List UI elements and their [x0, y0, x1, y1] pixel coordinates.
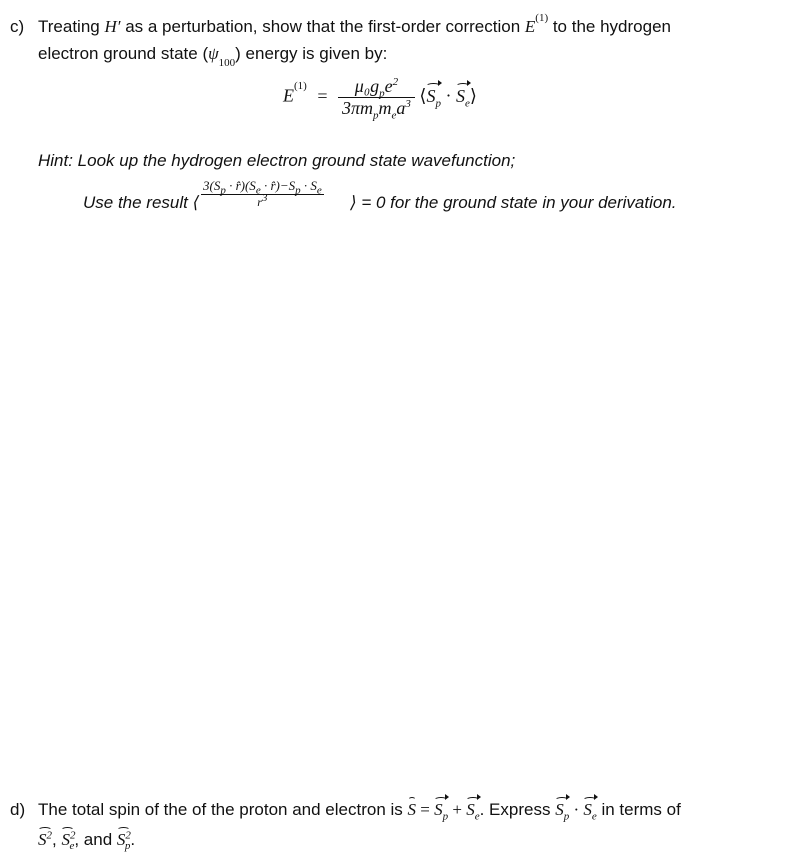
bracket-close: ⟩	[469, 85, 477, 107]
use-result-suffix: ⟩ = 0 for the ground state in your derivation.	[350, 193, 677, 212]
electron-spin-2: $S_e$	[583, 800, 597, 823]
dot-operator-2: ·	[569, 800, 584, 819]
comma-2: , and	[74, 830, 117, 849]
part-d-label: d)	[10, 800, 26, 819]
equation-lhs: E	[283, 85, 294, 106]
part-d-text-1c: in terms of	[596, 800, 681, 819]
period: .	[130, 830, 136, 849]
part-c-text-1a: Treating	[38, 17, 105, 36]
part-c-line-1	[38, 12, 671, 37]
use-result-prefix: Use the result ⟨	[83, 193, 200, 212]
dot-operator: ·	[445, 85, 452, 106]
part-c-text-1c: to the hydrogen	[548, 17, 671, 36]
proton-spin-2: $S_p$	[555, 800, 570, 823]
total-spin-equals: =	[416, 800, 435, 819]
total-spin-symbol: S	[407, 800, 417, 819]
hint-text: Hint: Look up the hydrogen electron ground state wavefunction;	[38, 151, 516, 170]
equation-lhs-sup: (1)	[294, 79, 307, 92]
psi-symbol: ψ	[208, 44, 219, 63]
plus-sign: +	[448, 800, 467, 819]
equation-equals: =	[317, 85, 328, 106]
e-symbol: E	[524, 17, 536, 36]
equation-numerator: $\mu_0g_pe^2$	[354, 76, 399, 100]
part-d-line-2	[38, 829, 136, 853]
part-d-text-1b: . Express	[479, 800, 556, 819]
spin-operator-proton: $S_p$	[426, 85, 441, 110]
equation-fraction	[338, 76, 415, 122]
bracket-open: ⟨	[419, 85, 427, 107]
part-c-text-1b: as a perturbation, show that the first-order correction	[120, 17, 525, 36]
energy-equation	[283, 76, 477, 122]
spin-operator-electron: $S_e$	[455, 85, 470, 110]
proton-spin: $S_p$	[434, 800, 449, 823]
part-c-label: c)	[10, 17, 25, 36]
e-superscript: (1)	[535, 12, 549, 25]
result-denominator: $r^3$	[257, 192, 268, 209]
h-prime: H′	[104, 17, 121, 36]
result-numerator: $3(S_p$ · $r̂)(S_e$ · $r̂)-S_p \cdot S_e$	[203, 178, 322, 197]
electron-spin-squared: $S^2_e$	[61, 829, 76, 853]
part-c-text-2a: electron ground state (	[38, 44, 209, 63]
equation-denominator: $3\pi m_pm_ea^3$	[338, 97, 415, 119]
result-fraction	[201, 178, 324, 210]
psi-subscript: 100	[218, 57, 236, 70]
part-d-text-1a: The total spin of the of the proton and electron is	[38, 800, 408, 819]
part-d-line-1	[38, 800, 681, 823]
part-c-text-2b: ) energy is given by:	[235, 44, 388, 63]
total-spin-squared: $S^2$	[38, 829, 52, 849]
proton-spin-squared: $S^2_p$	[116, 829, 131, 853]
part-c-line-2	[38, 44, 388, 70]
comma-1: ,	[52, 830, 62, 849]
electron-spin: $S_e$	[466, 800, 480, 823]
